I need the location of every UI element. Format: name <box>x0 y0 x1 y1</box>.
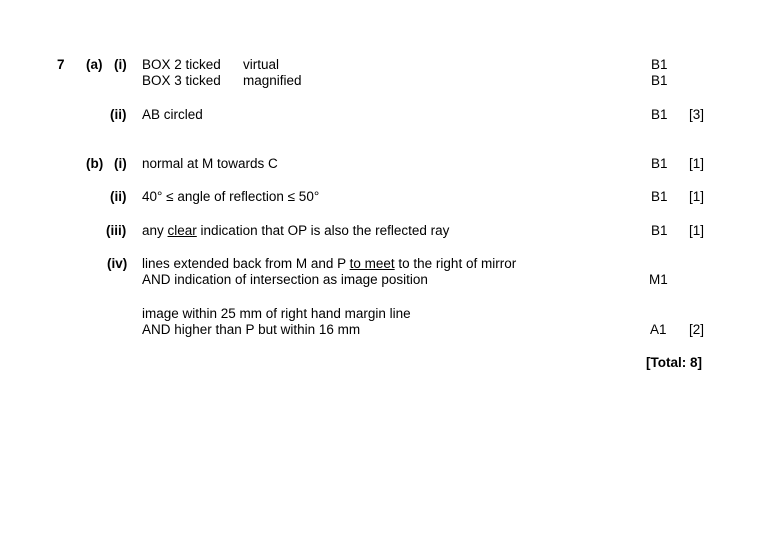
total-a: [3] <box>689 107 705 122</box>
answer-a-i-line1-box: BOX 2 ticked <box>142 57 221 72</box>
mark-a-ii: B1 <box>651 107 668 122</box>
answer-b-iv-line3: image within 25 mm of right hand margin line <box>142 306 411 321</box>
mark-b-iii: B1 <box>651 223 668 238</box>
answer-b-iv-line2: AND indication of intersection as image position <box>142 272 428 287</box>
grand-total: [Total: 8] <box>646 355 702 370</box>
answer-b-iv-line1-underlined: to meet <box>349 256 395 271</box>
total-b-iii: [1] <box>689 223 705 238</box>
answer-a-ii: AB circled <box>142 107 203 122</box>
answer-a-i-line2-value: magnified <box>243 73 302 88</box>
mark-b-ii: B1 <box>651 189 668 204</box>
question-number: 7 <box>57 57 65 72</box>
answer-b-i: normal at M towards C <box>142 156 278 171</box>
mark-b-iv-a1: A1 <box>650 322 667 337</box>
mark-b-iv-m1: M1 <box>649 272 668 287</box>
subpart-label-a-i: (i) <box>114 57 127 72</box>
subpart-label-b-ii: (ii) <box>110 189 127 204</box>
subpart-label-b-i: (i) <box>114 156 127 171</box>
mark-b-i: B1 <box>651 156 668 171</box>
total-b-iv: [2] <box>689 322 705 337</box>
mark-a-i-line2: B1 <box>651 73 668 88</box>
total-b-i: [1] <box>689 156 705 171</box>
answer-a-i-line1-value: virtual <box>243 57 280 72</box>
mark-a-i-line1: B1 <box>651 57 668 72</box>
subpart-label-b-iii: (iii) <box>106 223 127 238</box>
answer-b-iii <box>142 223 449 239</box>
answer-b-iii-pre: any <box>142 223 168 238</box>
total-b-ii: [1] <box>689 189 705 204</box>
part-label-a: (a) <box>86 57 103 72</box>
answer-b-iv-line1-post: to the right of mirror <box>394 256 517 271</box>
answer-b-iii-underlined: clear <box>167 223 197 238</box>
subpart-label-a-ii: (ii) <box>110 107 127 122</box>
answer-b-iii-post: indication that OP is also the reflected ray <box>196 223 450 238</box>
subpart-label-b-iv: (iv) <box>107 256 128 271</box>
answer-b-iv-line1-pre: lines extended back from M and P <box>142 256 350 271</box>
answer-b-iv-line4: AND higher than P but within 16 mm <box>142 322 361 337</box>
answer-b-iv-line1 <box>142 256 516 272</box>
part-label-b: (b) <box>86 156 104 171</box>
answer-b-ii: 40° ≤ angle of reflection ≤ 50° <box>142 189 320 204</box>
answer-a-i-line2-box: BOX 3 ticked <box>142 73 221 88</box>
